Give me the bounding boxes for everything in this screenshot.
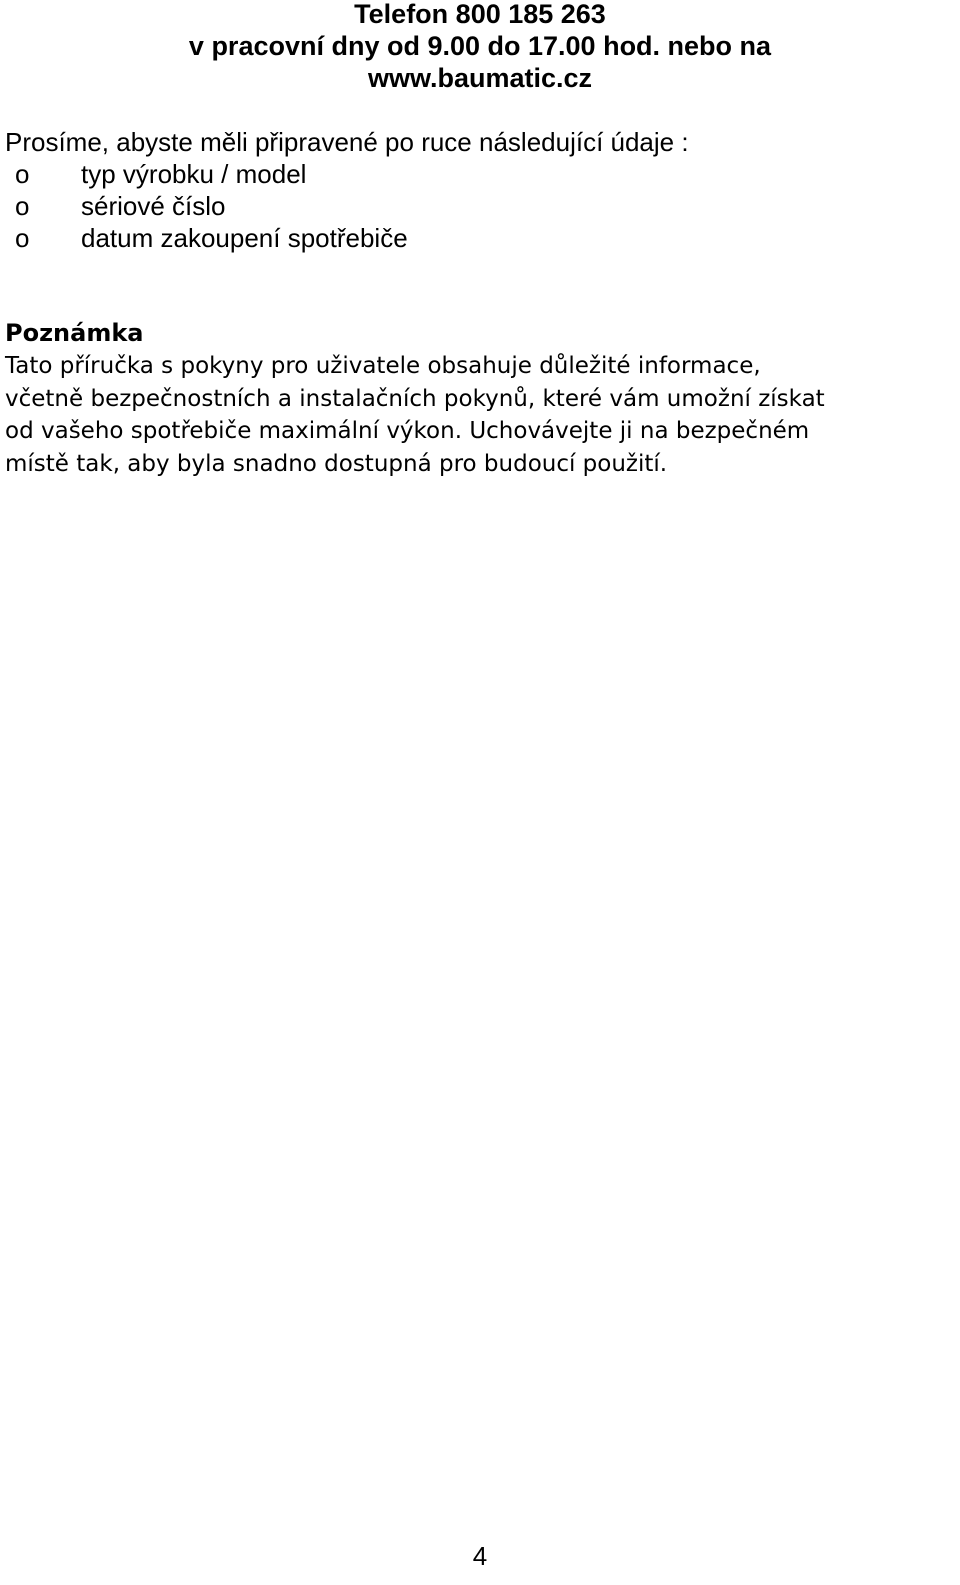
intro-text: Prosíme, abyste měli připravené po ruce následující údaje : xyxy=(5,127,689,157)
contact-phone-line: Telefon 800 185 263 xyxy=(354,0,606,29)
required-info-list xyxy=(5,158,408,254)
bullet-icon: o xyxy=(15,223,30,253)
bullet-icon: o xyxy=(15,191,30,221)
note-paragraph xyxy=(5,350,825,480)
list-item xyxy=(5,158,408,190)
contact-hours-line: v pracovní dny od 9.00 do 17.00 hod. nebo na xyxy=(188,31,772,61)
note-line: včetně bezpečnostních a instalačních pokynů, které vám umožní získat xyxy=(5,385,825,412)
note-line: od vašeho spotřebiče maximální výkon. Uchovávejte ji na bezpečném xyxy=(5,418,810,444)
contact-block xyxy=(0,0,960,94)
list-item-text: sériové číslo xyxy=(81,191,226,221)
bullet-icon: o xyxy=(15,159,30,189)
list-item xyxy=(5,190,408,222)
contact-website-line: www.baumatic.cz xyxy=(367,63,593,93)
list-item xyxy=(5,222,408,254)
note-heading: Poznámka xyxy=(5,319,144,347)
note-line: místě tak, aby byla snadno dostupná pro budoucí použití. xyxy=(5,450,668,477)
note-line: Tato příručka s pokyny pro uživatele obsahuje důležité informace, xyxy=(5,353,761,379)
list-item-text: datum zakoupení spotřebiče xyxy=(81,223,408,253)
page-number: 4 xyxy=(472,1541,488,1571)
list-item-text: typ výrobku / model xyxy=(81,159,307,189)
